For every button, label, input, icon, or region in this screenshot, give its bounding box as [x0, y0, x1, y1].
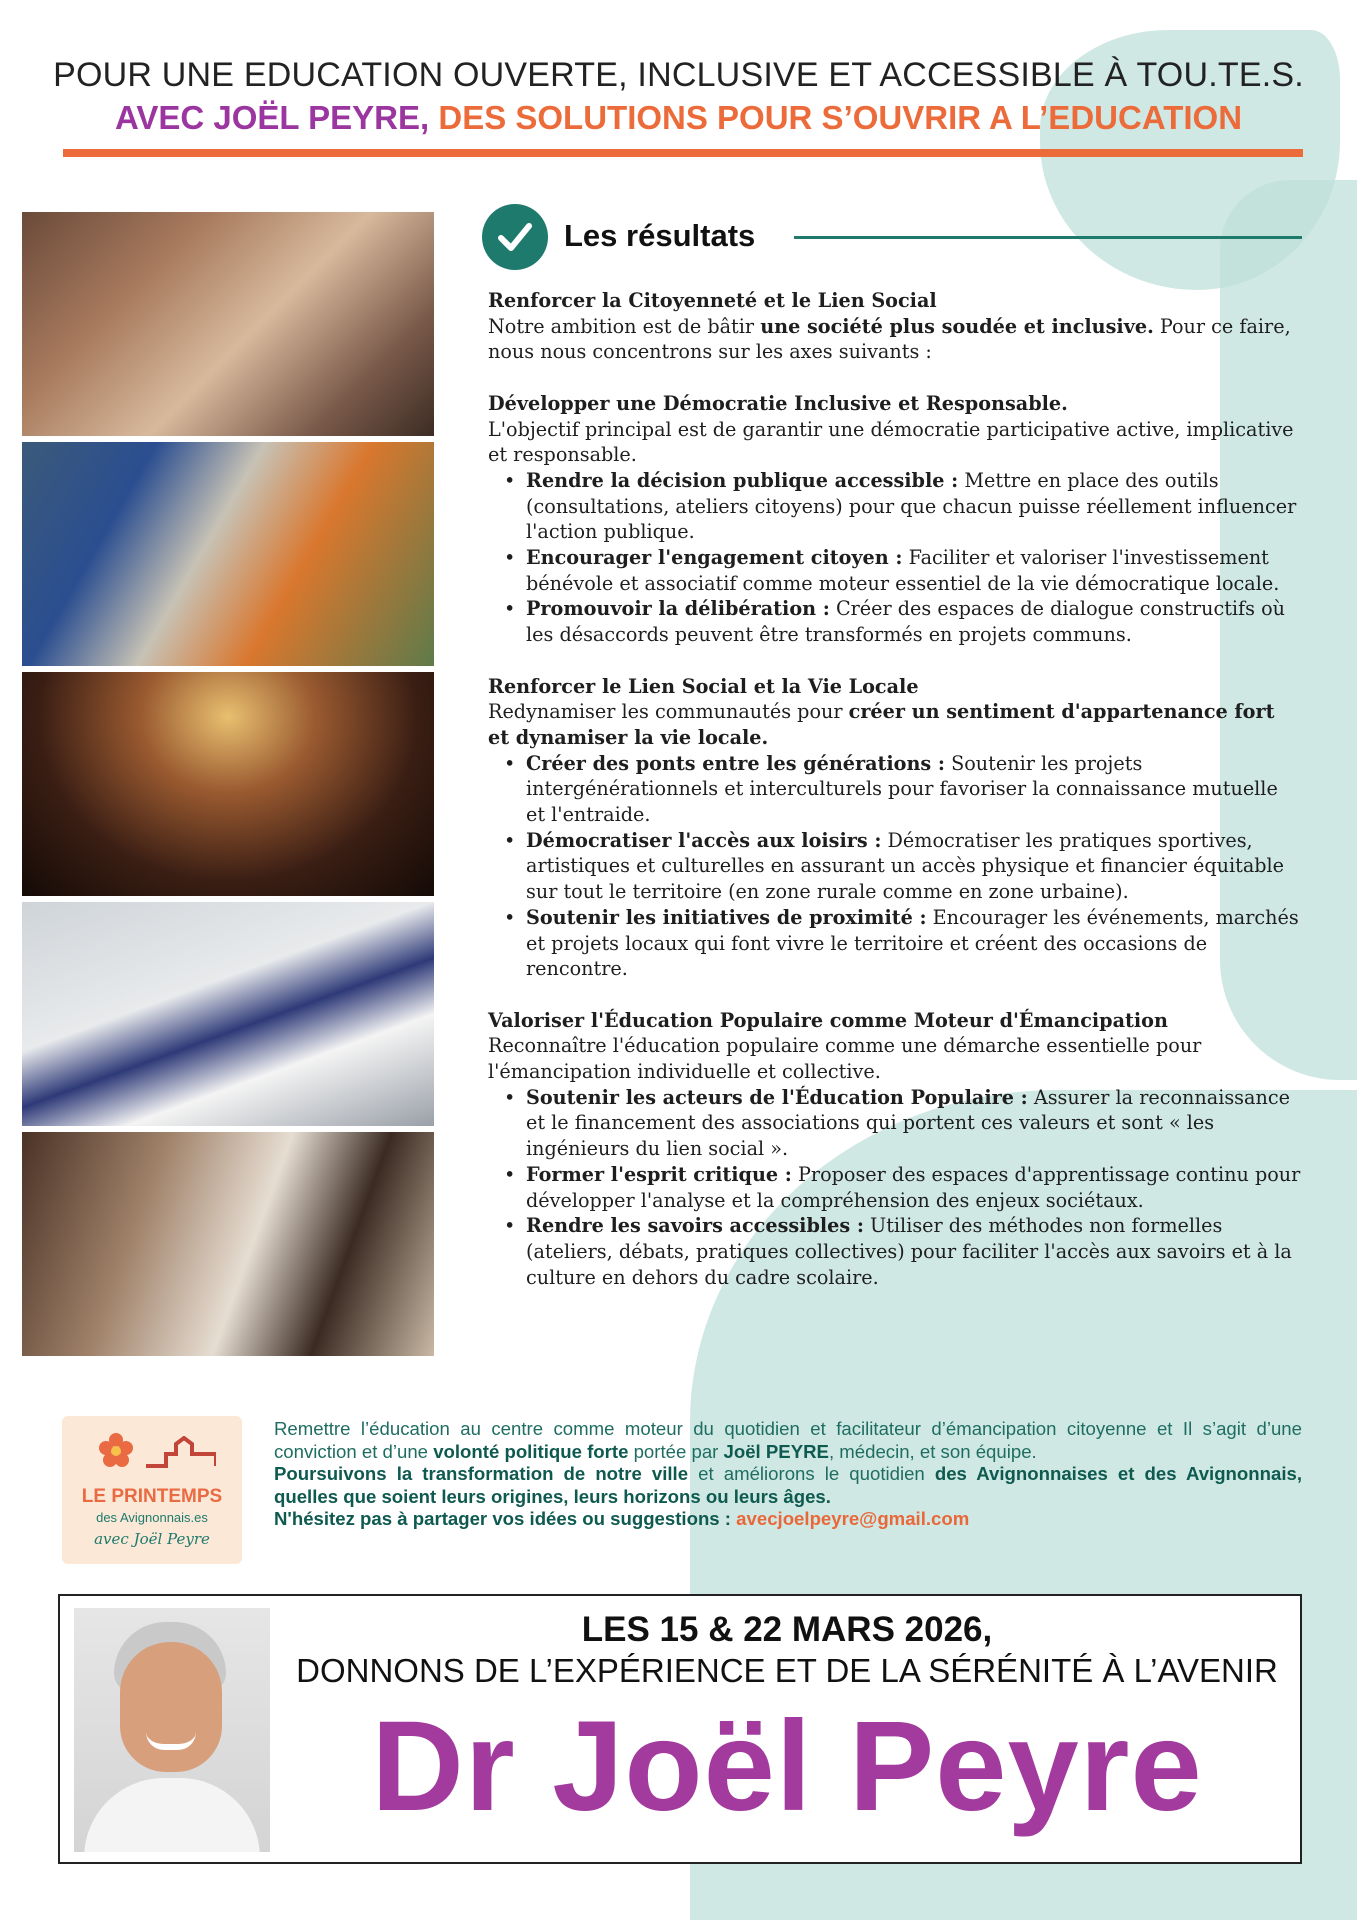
photo-painting-workshop	[22, 1132, 434, 1356]
list-item	[526, 468, 1302, 545]
header-line-2	[0, 99, 1357, 137]
section-heading: Renforcer le Lien Social et la Vie Locale	[488, 674, 919, 698]
section-citoyennete	[488, 288, 1302, 365]
item-label: Promouvoir la délibération :	[526, 597, 830, 621]
item-text: Démocratiser les pratiques sportives, artistiques et culturelles en assurant un accès physique et financier équitable sur tout le territoire (en zone rurale comme en zone urbaine).	[526, 828, 1285, 904]
results-body	[488, 288, 1302, 1316]
closing-bold: Joël PEYRE	[723, 1440, 829, 1462]
closing-sentence: Remettre l’éducation au centre comme moteur du quotidien et facilitateur d’émancipation citoyenne et Il s’agit d’une conviction et d’une	[274, 1418, 1302, 1462]
item-label: Soutenir les acteurs de l'Éducation Populaire :	[526, 1085, 1028, 1109]
results-heading	[482, 204, 1302, 270]
header-purple-text: AVEC JOËL PEYRE,	[114, 99, 430, 136]
item-text: Encourager les événements, marchés et projets locaux qui font vivre le territoire et créent des occasions de rencontre.	[526, 905, 1299, 981]
list-item	[526, 905, 1302, 982]
list-item	[526, 751, 1302, 828]
item-label: Rendre les savoirs accessibles :	[526, 1214, 864, 1238]
section-intro	[488, 699, 1302, 750]
election-date: LES 15 & 22 MARS 2026,	[581, 1610, 993, 1649]
item-text: Utiliser des méthodes non formelles (ateliers, débats, pratiques collectives) pour faciliter l'accès aux savoirs et à la culture en dehors du cadre scolaire.	[526, 1214, 1292, 1289]
list-item	[526, 596, 1302, 647]
section-education-populaire	[488, 1008, 1302, 1291]
section-paragraph	[488, 314, 1302, 365]
campaign-logo	[62, 1416, 242, 1564]
closing-sentence: portée par	[628, 1440, 724, 1462]
header-orange-text: DES SOLUTIONS POUR S’OUVRIR A L’EDUCATION	[429, 99, 1243, 136]
item-text: Mettre en place des outils (consultations, ateliers citoyens) pour que chacun puisse réellement influencer l'action publique.	[526, 468, 1297, 544]
candidate-name: Dr Joël Peyre	[371, 1695, 1203, 1838]
intro-bold: créer un sentiment d'appartenance fort et dynamiser la vie locale.	[488, 700, 1275, 749]
bullet-list	[488, 751, 1302, 982]
photo-judo-class	[22, 902, 434, 1126]
photo-column	[22, 212, 434, 1362]
item-text: Proposer des espaces d'apprentissage continu pour développer l'analyse et la compréhension des enjeux sociétaux.	[526, 1162, 1301, 1212]
header-line-1: POUR UNE EDUCATION OUVERTE, INCLUSIVE ET ACCESSIBLE À TOU.TE.S.	[53, 56, 1304, 94]
bullet-list	[488, 1085, 1302, 1291]
contact-email[interactable]: avecjoelpeyre@gmail.com	[736, 1508, 970, 1529]
logo-subtitle: des Avignonnais.es	[96, 1510, 208, 1525]
list-item	[526, 828, 1302, 905]
candidate-portrait	[74, 1608, 270, 1852]
closing-text	[274, 1418, 1302, 1531]
paragraph-bold: une société plus soudée et inclusive.	[760, 314, 1154, 338]
closing-bold: des Avignonnaises et des Avignonnais, quelles que soient leurs origines, leurs horizons ou leurs âges.	[274, 1463, 1303, 1507]
list-item	[526, 1162, 1302, 1213]
results-title: Les résultats	[564, 218, 756, 253]
item-label: Encourager l'engagement citoyen :	[526, 546, 903, 570]
photo-kids-playing-rugby	[22, 442, 434, 666]
section-intro: L'objectif principal est de garantir une démocratie participative active, implicative et responsable.	[488, 417, 1294, 467]
closing-bold: volonté politique forte	[433, 1440, 629, 1462]
closing-bold: N'hésitez pas à partager vos idées ou suggestions :	[274, 1508, 737, 1529]
palace-icon	[146, 1436, 216, 1470]
paragraph-text: Pour ce faire, nous nous concentrons sur les axes suivants :	[488, 314, 1291, 364]
item-text: Faciliter et valoriser l'investissement bénévole et associatif comme moteur essentiel de la vie démocratique locale.	[526, 546, 1280, 595]
photo-dance-performance	[22, 672, 434, 896]
section-intro: Reconnaître l'éducation populaire comme une démarche essentielle pour l'émancipation individuelle et collective.	[488, 1034, 1202, 1084]
section-heading: Valoriser l'Éducation Populaire comme Moteur d'Émancipation	[488, 1008, 1168, 1032]
closing-sentence: , médecin, et son équipe.	[828, 1440, 1037, 1462]
results-underline	[794, 236, 1302, 239]
item-label: Créer des ponts entre les générations :	[526, 751, 945, 775]
logo-signature: avec Joël Peyre	[94, 1530, 210, 1548]
list-item	[526, 1085, 1302, 1162]
list-item	[526, 1213, 1302, 1290]
closing-bold: Poursuivons la transformation de notre ville	[274, 1463, 689, 1484]
closing-sentence: et améliorons le quotidien	[688, 1463, 935, 1484]
section-heading: Renforcer la Citoyenneté et le Lien Social	[488, 289, 937, 312]
item-label: Rendre la décision publique accessible :	[526, 468, 959, 492]
section-democratie	[488, 391, 1302, 648]
item-label: Former l'esprit critique :	[526, 1162, 792, 1186]
item-label: Démocratiser l'accès aux loisirs :	[526, 828, 882, 852]
section-lien-social	[488, 674, 1302, 982]
bullet-list	[488, 468, 1302, 648]
item-text: Créer des espaces de dialogue constructifs où les désaccords peuvent être transformés en projets communs.	[526, 597, 1286, 647]
campaign-tagline: DONNONS DE L’EXPÉRIENCE ET DE LA SÉRÉNITÉ À L’AVENIR	[296, 1652, 1278, 1689]
logo-title: LE PRINTEMPS	[81, 1486, 223, 1507]
page-header	[0, 56, 1357, 137]
list-item	[526, 545, 1302, 596]
item-text: Soutenir les projets intergénérationnels et interculturels pour favoriser la connaissance mutuelle et l'entraide.	[526, 751, 1278, 827]
flower-icon	[96, 1430, 136, 1470]
section-heading: Développer une Démocratie Inclusive et Responsable.	[488, 391, 1068, 415]
header-divider	[63, 149, 1303, 157]
item-text: Assurer la reconnaissance et le financement des associations qui portent ces valeurs et sont « les ingénieurs du lien social ».	[526, 1085, 1290, 1161]
paragraph-text: Notre ambition est de bâtir	[488, 314, 761, 338]
check-circle-icon	[482, 204, 548, 270]
intro-text: Redynamiser les communautés pour	[488, 700, 849, 724]
photo-students-studying	[22, 212, 434, 436]
candidate-banner	[58, 1594, 1302, 1864]
item-label: Soutenir les initiatives de proximité :	[526, 905, 927, 929]
